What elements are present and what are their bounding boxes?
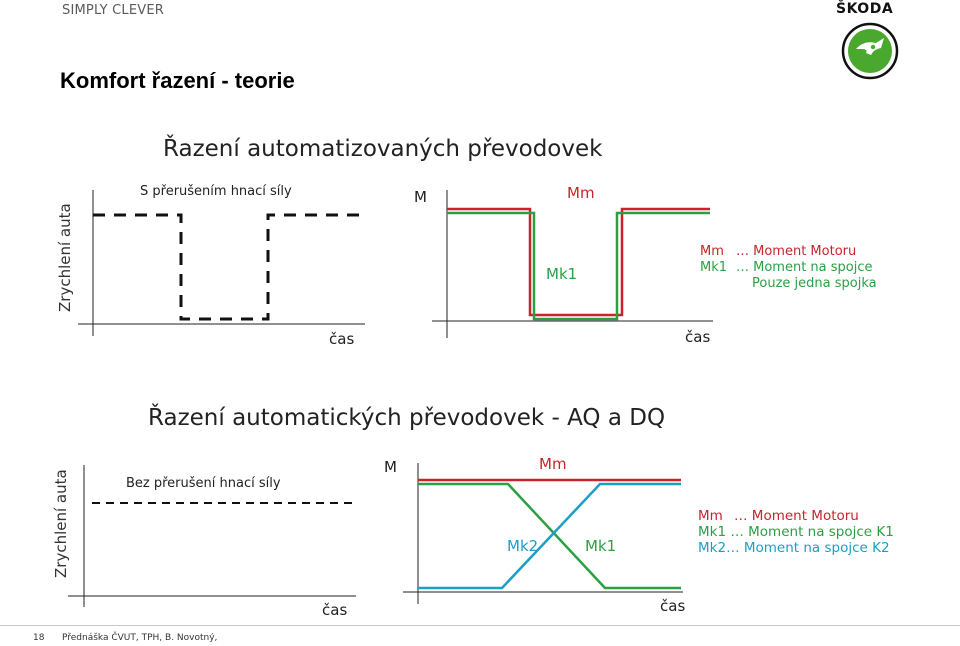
section2-left-axes [68,465,356,607]
section1-curve-mm-label: Mm [567,184,595,202]
section2-curve-mm-label: Mm [539,455,567,473]
section2-left-chart-label: Bez přerušení hnací síly [126,476,281,491]
legend-key: Mm [700,244,724,259]
section2-right-x-axis-label: čas [660,597,686,615]
skoda-logo-wordmark: ŠKODA [836,1,894,17]
legend-text: … Moment na spojce K2 [726,540,890,556]
legend-text: … Moment Motoru [736,244,857,259]
section1-left-acceleration-curve [93,215,360,319]
section1-right-x-axis-label: čas [685,328,711,346]
section1-left-x-axis-label: čas [329,330,355,348]
section2-curve-mk2-label: Mk2 [507,537,539,555]
section1-right-y-axis-label: M [414,188,427,206]
legend-key: Mk1 [698,524,727,540]
section1-mm-curve [447,209,710,315]
legend-text: … Moment na spojce [736,260,873,275]
section1-mk1-curve [447,213,710,319]
legend-text: … Moment Motoru [734,508,859,524]
footer-divider [0,625,960,626]
footer-page-number: 18 [33,633,45,643]
legend-key: Mm [698,508,723,524]
page-title: Komfort řazení - teorie [60,68,295,93]
section1-y-axis-label: Zrychlení auta [56,203,74,312]
section2-title: Řazení automatických převodovek - AQ a DQ [148,405,666,431]
section2-curve-mk1-label: Mk1 [585,537,617,555]
section2-left-x-axis-label: čas [322,601,348,619]
section2-y-axis-label: Zrychlení auta [52,469,70,578]
legend-key: Mk1 [700,260,728,275]
section2-right-y-axis-label: M [384,458,397,476]
legend-text: … Moment na spojce K1 [726,524,894,540]
brand-tagline: SIMPLY CLEVER [62,3,165,18]
section2-mk2-curve [418,484,681,588]
section1-left-axes [78,190,365,336]
footer-text: Přednáška ČVUT, TPH, B. Novotný, [62,633,218,643]
section1-left-chart-label: S přerušením hnací síly [140,184,292,199]
legend-note: Pouze jedna spojka [752,276,877,291]
section1-curve-mk1-label: Mk1 [546,265,578,283]
section1-title: Řazení automatizovaných převodovek [163,136,603,162]
legend-key: Mk2 [698,540,727,556]
